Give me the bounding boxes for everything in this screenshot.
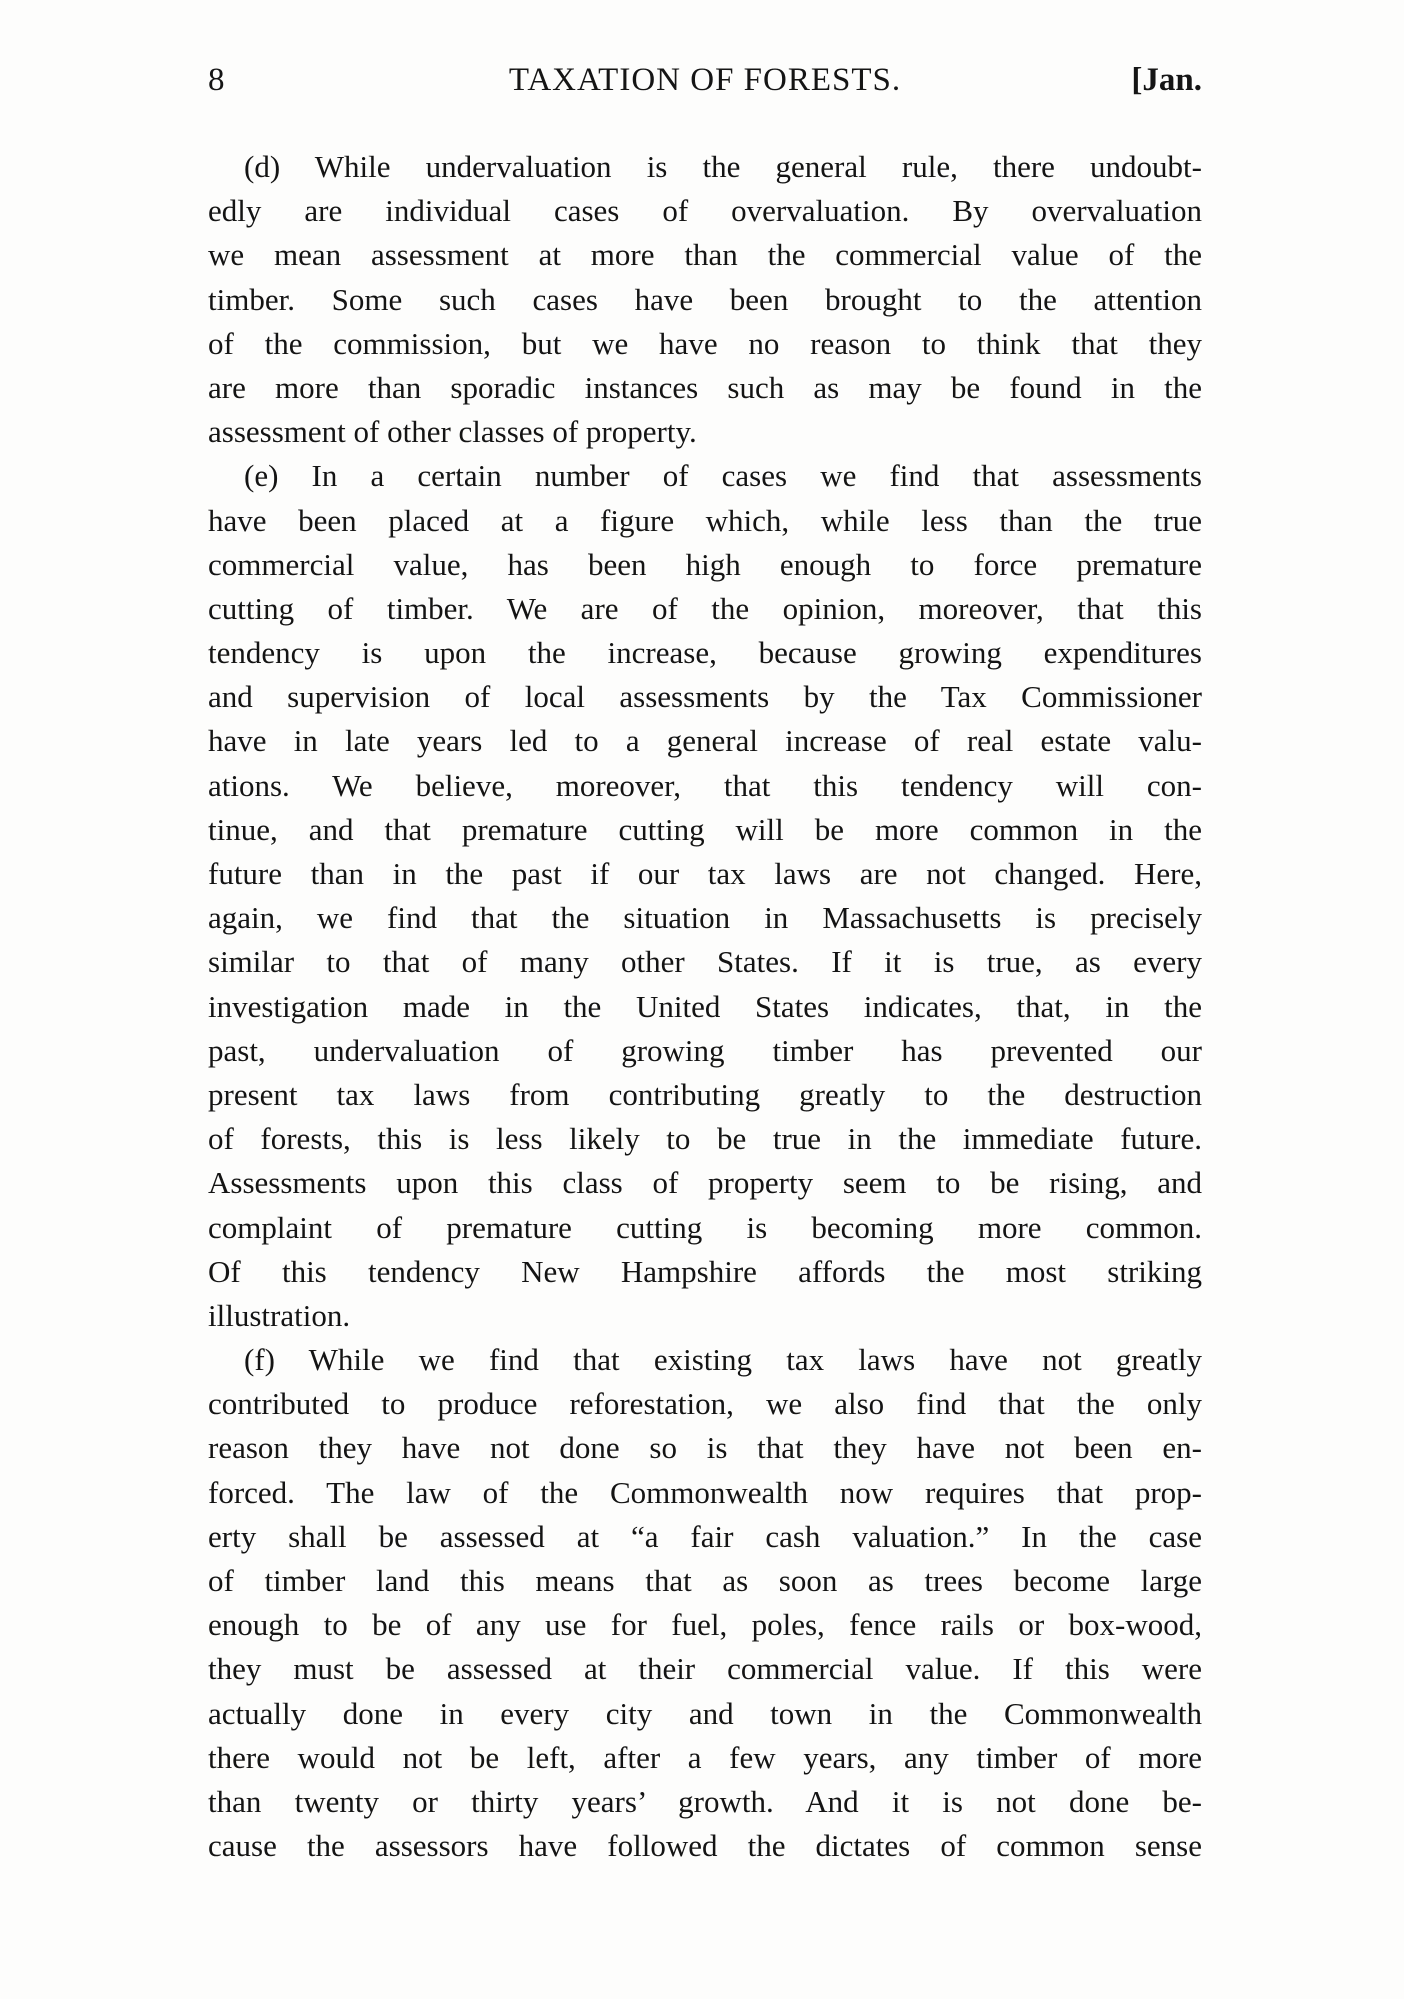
text-line: edly are individual cases of overvaluation. By overvaluation	[208, 193, 1202, 229]
text-line: enough to be of any use for fuel, poles, fence rails or box-wood,	[208, 1607, 1202, 1643]
running-title: TAXATION OF FORESTS.	[508, 62, 902, 98]
text-line: than twenty or thirty years’ growth. And it is not done be-	[208, 1783, 1202, 1819]
text-line: tinue, and that premature cutting will be more common in the	[208, 811, 1202, 847]
text-line: tendency is upon the increase, because growing expenditures	[208, 635, 1202, 671]
text-line: forced. The law of the Commonwealth now requires that prop-	[208, 1474, 1202, 1510]
text-line: erty shall be assessed at “a fair cash valuation.” In the case	[208, 1518, 1202, 1554]
text-line: of the commission, but we have no reason to think that they	[208, 325, 1202, 361]
text-line: again, we find that the situation in Massachusetts is precisely	[208, 900, 1202, 936]
text-line: (e) In a certain number of cases we find that assessments	[244, 458, 1202, 494]
text-line: we mean assessment at more than the commercial value of the	[208, 237, 1202, 273]
text-line: commercial value, has been high enough to force premature	[208, 546, 1202, 582]
date-mark: [Jan.	[1131, 62, 1202, 98]
text-line: timber. Some such cases have been brought to the attention	[208, 281, 1202, 317]
text-line: cause the assessors have followed the dictates of common sense	[208, 1828, 1202, 1864]
text-line: Of this tendency New Hampshire affords the most striking	[208, 1253, 1202, 1289]
text-line: present tax laws from contributing greatly to the destruction	[208, 1076, 1202, 1112]
text-line: of forests, this is less likely to be true in the immediate future.	[208, 1121, 1202, 1157]
text-line: reason they have not done so is that they have not been en-	[208, 1430, 1202, 1466]
text-line: similar to that of many other States. If it is true, as every	[208, 944, 1202, 980]
text-line: (f) While we find that existing tax laws have not greatly	[244, 1342, 1202, 1378]
page-header	[208, 62, 1202, 112]
text-line: future than in the past if our tax laws are not changed. Here,	[208, 856, 1202, 891]
text-line: actually done in every city and town in the Commonwealth	[208, 1695, 1202, 1731]
text-line: illustration.	[208, 1297, 351, 1333]
text-line: past, undervaluation of growing timber has prevented our	[208, 1032, 1202, 1068]
text-line: assessment of other classes of property.	[208, 414, 697, 450]
text-line: contributed to produce reforestation, we also find that the only	[208, 1386, 1202, 1422]
text-line: have been placed at a figure which, while less than the true	[208, 502, 1202, 538]
text-line: Assessments upon this class of property seem to be rising, and	[208, 1165, 1202, 1201]
text-line: cutting of timber. We are of the opinion, moreover, that this	[208, 590, 1202, 626]
text-line: of timber land this means that as soon as trees become large	[208, 1563, 1202, 1598]
text-line: ations. We believe, moreover, that this tendency will con-	[208, 767, 1202, 803]
text-line: (d) While undervaluation is the general rule, there undoubt-	[244, 149, 1202, 184]
text-line: complaint of premature cutting is becoming more common.	[208, 1209, 1202, 1245]
text-line: there would not be left, after a few years, any timber of more	[208, 1739, 1202, 1775]
body-text	[208, 145, 1202, 1868]
text-line: they must be assessed at their commercial value. If this were	[208, 1651, 1202, 1687]
text-line: are more than sporadic instances such as may be found in the	[208, 369, 1202, 405]
text-line: investigation made in the United States indicates, that, in the	[208, 988, 1202, 1024]
page-number: 8	[208, 62, 225, 98]
text-line: have in late years led to a general increase of real estate valu-	[208, 723, 1202, 759]
text-line: and supervision of local assessments by the Tax Commissioner	[208, 679, 1202, 715]
